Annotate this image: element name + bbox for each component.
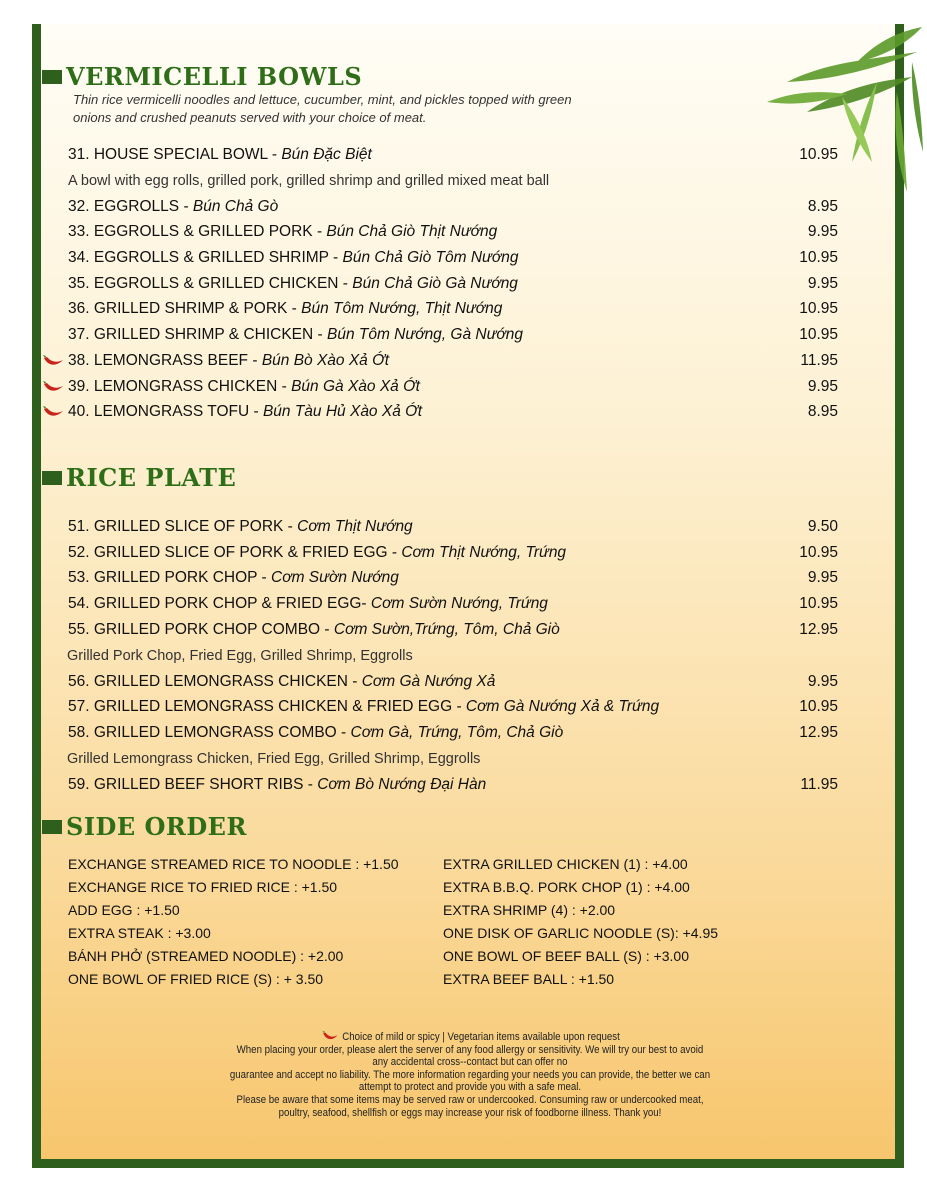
item-name: 53. GRILLED PORK CHOP - <box>68 569 271 586</box>
item-name: 34. EGGROLLS & GRILLED SHRIMP - <box>68 249 343 266</box>
item-price: 9.95 <box>807 275 838 292</box>
side-item: ADD EGG : +1.50 <box>68 902 180 918</box>
item-vn: Bún Chả Giò Gà Nướng <box>352 275 518 292</box>
allergy-disclaimer <box>215 1030 725 1119</box>
menu-item-32 <box>68 195 838 219</box>
menu-item-52 <box>68 541 838 565</box>
vermicelli-title: VERMICELLI BOWLS <box>66 62 363 91</box>
menu-item-57 <box>68 695 838 719</box>
item-vn: Cơm Thịt Nướng, Trứng <box>401 544 567 561</box>
menu-item-54 <box>68 592 838 616</box>
side-item: ONE BOWL OF BEEF BALL (S) : +3.00 <box>443 948 689 964</box>
item-price: 12.95 <box>799 724 838 741</box>
side-item: EXTRA B.B.Q. PORK CHOP (1) : +4.00 <box>443 879 690 895</box>
item-vn: Cơm Gà Nướng Xả & Trứng <box>465 698 660 715</box>
vermicelli-header <box>42 62 362 91</box>
item-name: 40. LEMONGRASS TOFU - <box>68 403 263 420</box>
item-vn: Bún Chả Giò Thịt Nướng <box>326 223 498 240</box>
vermicelli-description <box>73 91 693 127</box>
side-item: EXTRA BEEF BALL : +1.50 <box>443 971 615 987</box>
item-name: 52. GRILLED SLICE OF PORK & FRIED EGG - <box>68 544 402 561</box>
side-item: BÁNH PHỞ (STREAMED NOODLE) : +2.00 <box>68 948 344 964</box>
item-name: 36. GRILLED SHRIMP & PORK - <box>68 300 302 317</box>
desc-line: onions and crushed peanuts served with your choice of meat. <box>73 110 427 125</box>
item-name: 57. GRILLED LEMONGRASS CHICKEN & FRIED EGG - <box>68 698 466 715</box>
side-item: EXTRA STEAK : +3.00 <box>68 925 211 941</box>
disclaimer-text: Choice of mild or spicy | Vegetarian items available upon request <box>339 1031 620 1043</box>
item-name: 39. LEMONGRASS CHICKEN - <box>68 378 292 395</box>
section-marker <box>42 820 62 834</box>
item-note: Grilled Lemongrass Chicken, Fried Egg, Grilled Shrimp, Eggrolls <box>67 751 481 767</box>
item-price: 10.95 <box>799 698 838 715</box>
menu-item-39 <box>68 375 838 399</box>
item-name: 38. LEMONGRASS BEEF - <box>68 352 262 369</box>
chili-pepper-icon <box>320 1030 339 1042</box>
item-vn: Bún Đặc Biệt <box>281 146 372 163</box>
item-vn: Bún Tôm Nướng, Gà Nướng <box>326 326 524 343</box>
item-vn: Bún Gà Xào Xả Ớt <box>291 378 420 395</box>
item-name: 35. EGGROLLS & GRILLED CHICKEN - <box>68 275 353 292</box>
menu-item-40 <box>68 400 838 424</box>
item-name: 33. EGGROLLS & GRILLED PORK - <box>68 223 327 240</box>
section-marker <box>42 70 62 84</box>
item-vn: Cơm Sườn Nướng <box>271 569 399 586</box>
disclaimer-line-1 <box>215 1030 725 1044</box>
item-name: 31. HOUSE SPECIAL BOWL - <box>68 146 282 163</box>
menu-item-56 <box>68 670 838 694</box>
item-vn: Cơm Gà Nướng Xả <box>361 673 496 690</box>
item-price: 9.95 <box>807 673 838 690</box>
item-price: 10.95 <box>799 544 838 561</box>
menu-item-33 <box>68 220 838 244</box>
item-price: 9.50 <box>807 518 838 535</box>
item-vn: Bún Chả Giò Tôm Nướng <box>342 249 519 266</box>
item-price: 8.95 <box>807 198 838 215</box>
side-header <box>42 812 247 841</box>
rice-title: RICE PLATE <box>66 463 237 492</box>
item-price: 11.95 <box>800 352 838 369</box>
item-vn: Bún Bò Xào Xả Ớt <box>261 352 389 369</box>
side-title: SIDE ORDER <box>66 812 247 841</box>
side-item: EXCHANGE RICE TO FRIED RICE : +1.50 <box>68 879 338 895</box>
rice-header <box>42 463 236 492</box>
desc-line: Thin rice vermicelli noodles and lettuce, cucumber, mint, and pickles topped with green <box>73 92 572 107</box>
side-item: EXTRA SHRIMP (4) : +2.00 <box>443 902 616 918</box>
chili-pepper-icon <box>42 380 64 394</box>
item-vn: Bún Tàu Hủ Xào Xả Ớt <box>262 403 423 420</box>
item-price: 10.95 <box>799 146 838 163</box>
item-name: 37. GRILLED SHRIMP & CHICKEN - <box>68 326 327 343</box>
section-marker <box>42 471 62 485</box>
item-note: Grilled Pork Chop, Fried Egg, Grilled Shrimp, Eggrolls <box>67 648 413 664</box>
side-item: EXTRA GRILLED CHICKEN (1) : +4.00 <box>443 856 688 872</box>
menu-item-31 <box>68 143 838 167</box>
menu-item-53 <box>68 566 838 590</box>
disclaimer-line: attempt to protect and provide you with a safe meal. <box>358 1081 582 1094</box>
item-price: 10.95 <box>799 595 838 612</box>
item-vn: Cơm Sườn,Trứng, Tôm, Chả Giò <box>333 621 560 638</box>
item-price: 12.95 <box>799 621 838 638</box>
menu-item-37 <box>68 323 838 347</box>
item-price: 9.95 <box>807 223 838 240</box>
side-item: ONE DISK OF GARLIC NOODLE (S): +4.95 <box>443 925 719 941</box>
item-name: 54. GRILLED PORK CHOP & FRIED EGG- <box>68 595 371 612</box>
item-vn: Bún Tôm Nướng, Thịt Nướng <box>301 300 503 317</box>
item-vn: Cơm Bò Nướng Đại Hàn <box>317 776 487 793</box>
item-note: A bowl with egg rolls, grilled pork, grilled shrimp and grilled mixed meat ball <box>68 173 550 189</box>
disclaimer-line: When placing your order, please alert the server of any food allergy or sensitivity. We will try our best to avoid <box>236 1043 704 1056</box>
disclaimer-line: poultry, seafood, shellfish or eggs may increase your risk of foodborne illness. Thank you! <box>278 1106 662 1119</box>
item-price: 10.95 <box>799 326 838 343</box>
menu-item-36 <box>68 297 838 321</box>
item-price: 8.95 <box>807 403 838 420</box>
item-name: 32. EGGROLLS - <box>68 198 193 215</box>
item-price: 9.95 <box>807 378 838 395</box>
side-order-left <box>68 853 399 991</box>
item-name: 58. GRILLED LEMONGRASS COMBO - <box>68 724 351 741</box>
menu-item-55 <box>68 618 838 642</box>
chili-pepper-icon <box>42 354 64 368</box>
item-name: 55. GRILLED PORK CHOP COMBO - <box>68 621 334 638</box>
item-vn: Cơm Gà, Trứng, Tôm, Chả Giò <box>350 724 564 741</box>
item-price: 11.95 <box>800 776 838 793</box>
item-name: 56. GRILLED LEMONGRASS CHICKEN - <box>68 673 362 690</box>
item-price: 10.95 <box>799 300 838 317</box>
disclaimer-line: Please be aware that some items may be served raw or undercooked. Consuming raw or undercooked meat, <box>236 1093 704 1106</box>
item-price: 9.95 <box>807 569 838 586</box>
menu-item-51 <box>68 515 838 539</box>
menu-item-59 <box>68 773 838 797</box>
item-name: 51. GRILLED SLICE OF PORK - <box>68 518 298 535</box>
item-vn: Bún Chả Gò <box>192 198 279 215</box>
item-vn: Cơm Sườn Nướng, Trứng <box>370 595 548 612</box>
chili-pepper-icon <box>42 405 64 419</box>
side-item: ONE BOWL OF FRIED RICE (S) : + 3.50 <box>68 971 324 987</box>
side-item: EXCHANGE STREAMED RICE TO NOODLE : +1.50 <box>68 856 399 872</box>
item-price: 10.95 <box>799 249 838 266</box>
item-name: 59. GRILLED BEEF SHORT RIBS - <box>68 776 318 793</box>
disclaimer-line: any accidental cross--contact but can offer no <box>372 1056 568 1069</box>
menu-item-38 <box>68 349 838 373</box>
disclaimer-line: guarantee and accept no liability. The more information regarding your needs you can provide, the better we can <box>229 1068 711 1081</box>
menu-item-34 <box>68 246 838 270</box>
item-vn: Cơm Thịt Nướng <box>297 518 413 535</box>
menu-item-35 <box>68 272 838 296</box>
menu-item-58 <box>68 721 838 745</box>
side-order-right <box>443 853 718 991</box>
